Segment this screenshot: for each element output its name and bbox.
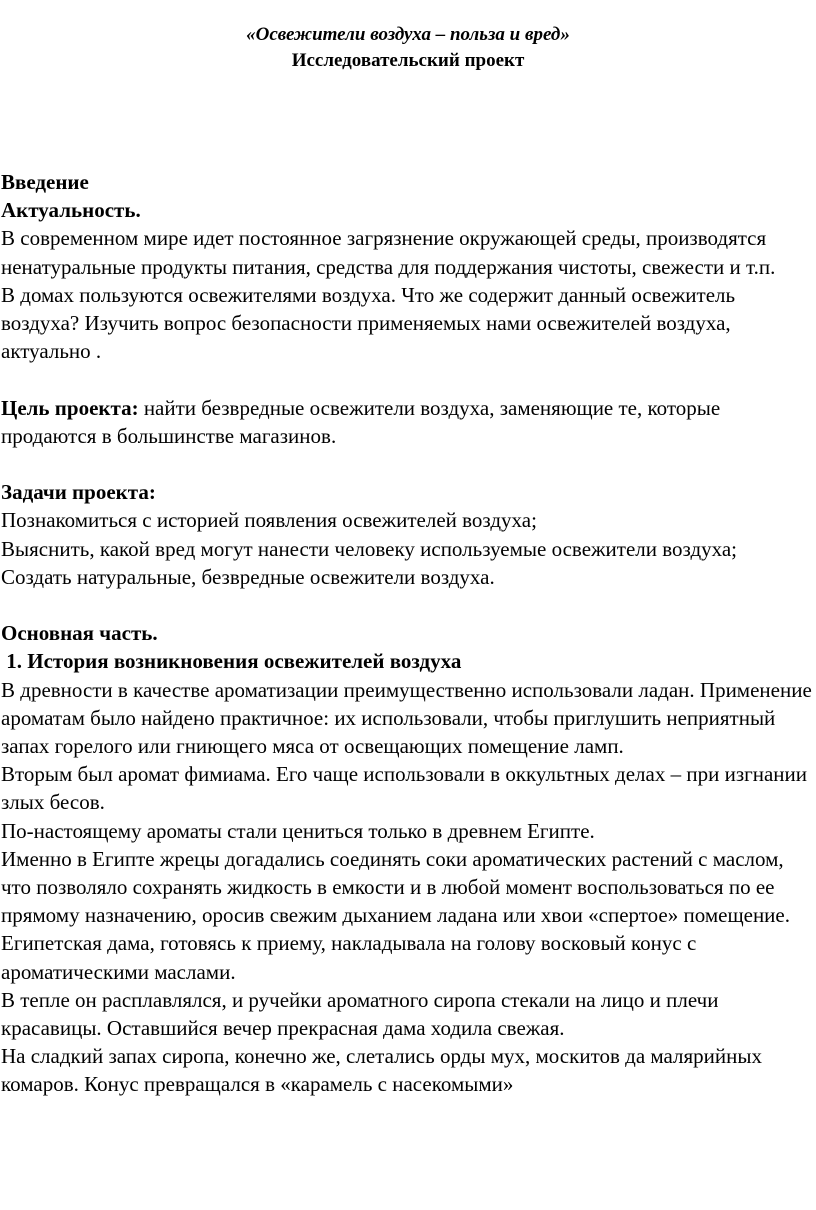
- goal-label: Цель проекта:: [1, 395, 139, 420]
- intro-heading: Введение: [1, 170, 89, 194]
- history-paragraph-4: Именно в Египте жрецы догадались соединять соки ароматических растений с маслом, что позволяло сохранять жидкость в емкости и в любой момент воспользоваться по ее прямому назначению, оросив свежим дыханием ладана или хвои «спертое» помещение.: [1, 846, 790, 928]
- intro-paragraph-1: В современном мире идет постоянное загрязнение окружающей среды, производятся ненатуральные продукты питания, средства для поддержания чистоты, свежести и т.п.: [1, 226, 776, 279]
- history-paragraph-7: На сладкий запах сиропа, конечно же, слетались орды мух, москитов да малярийных комаров. Конус превращался в «карамель с насекомыми»: [1, 1044, 763, 1097]
- task-item-3: Создать натуральные, безвредные освежители воздуха.: [1, 564, 495, 589]
- history-paragraph-6: В тепле он расплавлялся, и ручейки ароматного сиропа стекали на лицо и плечи красавицы. Оставшийся вечер прекрасная дама ходила свежая.: [1, 987, 719, 1041]
- blank-line: [1, 591, 813, 619]
- relevance-heading: Актуальность.: [1, 198, 141, 223]
- main-heading: Основная часть.: [1, 621, 158, 646]
- document-subtitle: Исследовательский проект: [291, 50, 525, 71]
- document-title: «Освежители воздуха – польза и вред»: [246, 24, 570, 45]
- goal-text: найти безвредные освежители воздуха, заменяющие те, которые продаются в большинстве магазинов.: [1, 395, 721, 448]
- tasks-heading: Задачи проекта:: [1, 480, 156, 505]
- history-paragraph-2: Вторым был аромат фимиама. Его чаще использовали в оккультных делах – при изгнании злых бесов.: [1, 762, 807, 815]
- blank-line: [1, 365, 813, 393]
- section-1-heading: 1. История возникновения освежителей воздуха: [1, 649, 462, 674]
- blank-line: [1, 450, 813, 478]
- document-body: [1, 168, 813, 1099]
- history-paragraph-3: По-настоящему ароматы стали цениться только в древнем Египте.: [1, 818, 595, 843]
- task-item-1: Познакомиться с историей появления освежителей воздуха;: [1, 508, 537, 533]
- task-item-2: Выяснить, какой вред могут нанести человеку используемые освежители воздуха;: [1, 536, 738, 561]
- goal-paragraph: [1, 394, 813, 450]
- document-header: [0, 22, 816, 74]
- intro-paragraph-2: В домах пользуются освежителями воздуха. Что же содержит данный освежитель воздуха? Изучить вопрос безопасности применяемых нами освежителей воздуха, актуально .: [1, 282, 736, 364]
- history-paragraph-1: В древности в качестве ароматизации преимущественно использовали ладан. Применение ароматам было найдено практичное: их использовали, чтобы приглушить неприятный запах горелого или гниющего мяса от освещающих помещение ламп.: [1, 677, 812, 759]
- history-paragraph-5: Египетская дама, готовясь к приему, накладывала на голову восковый конус с ароматическими маслами.: [1, 931, 697, 984]
